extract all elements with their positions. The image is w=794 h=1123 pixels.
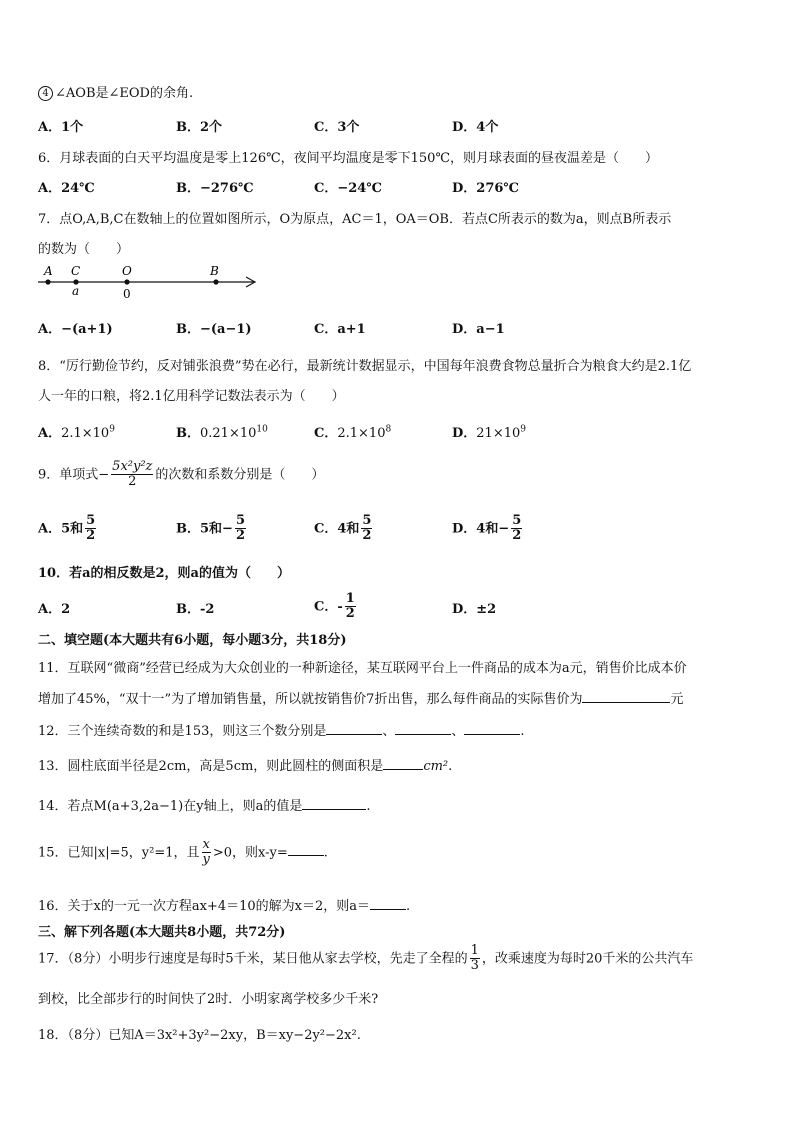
question-16: 16．关于x的一元一次方程ax+4＝10的解为x＝2，则a＝ .	[38, 899, 411, 914]
question-17-line1: 17．（8分）小明步行速度是每时5千米，某日他从家去学校，先走了全程的 $\frac{1}{3}$ ，改乘速度为每时20千米的公共汽车	[38, 943, 694, 974]
answer-blank	[288, 843, 324, 856]
option-c: C．4和 $\frac{5}{2}$	[314, 513, 372, 544]
item-4	[38, 82, 193, 101]
question-6: 6．月球表面的白天平均温度是零上126℃，夜间平均温度是零下150℃，则月球表面的昼夜温差是（ ）	[38, 151, 658, 166]
option-b: B．−(a−1)	[176, 322, 252, 337]
fraction: $\frac{\text{5x²y²z}}{2}$	[112, 459, 153, 490]
label-o-value: 0	[123, 287, 131, 301]
question-7-line1: 7．点O,A,B,C在数轴上的位置如图所示，O为原点，AC＝1，OA＝OB．若点C所表示的数为a，则点B所表示	[38, 212, 672, 227]
option-a: A．−(a+1)	[38, 322, 113, 337]
option-b: B．$0.21\times 10^{10}$	[176, 424, 268, 441]
option-b: B．2个	[176, 120, 223, 135]
label-a: A	[44, 264, 53, 278]
point-a-dot	[45, 279, 50, 284]
option-c: C．3个	[314, 120, 360, 135]
question-12: 12．三个连续奇数的和是153，则这三个数分别是 、 、 .	[38, 724, 525, 739]
item-4-text: ∠AOB是∠EOD的余角.	[55, 86, 194, 101]
option-c: C．$2.1\times 10^8$	[314, 424, 392, 441]
label-b: B	[210, 264, 219, 278]
answer-blank	[582, 690, 670, 703]
option-d: D．4和− $\frac{5}{2}$	[452, 513, 522, 544]
circled-number: 4	[38, 86, 53, 101]
answer-blank	[302, 797, 366, 810]
question-13: 13．圆柱底面半径是2cm，高是5cm，则此圆柱的侧面积是 cm².	[38, 759, 453, 774]
question-8-line2: 人一年的口粮，将2.1亿用科学记数法表示为（ ）	[38, 389, 345, 404]
option-a: A．$2.1\times 10^9$	[38, 424, 115, 441]
answer-blank	[370, 897, 406, 910]
label-o: O	[122, 264, 132, 278]
question-9: 9．单项式− $\frac{\text{5x²y²z}}{2}$ 的次数和系数分别是（ ）	[38, 459, 325, 490]
number-line-figure	[34, 262, 264, 302]
question-17-line2: 到校，比全部步行的时间快了2时．小明家离学校多少千米?	[38, 992, 379, 1007]
section-3-heading: 三、解下列各题(本大题共8小题，共72分)	[38, 925, 286, 940]
option-b: B．5和− $\frac{5}{2}$	[176, 513, 245, 544]
option-a: A．1个	[38, 120, 84, 135]
label-c-value: a	[72, 284, 80, 298]
question-11-line1: 11．互联网“微商”经营已经成为大众创业的一种新途径，某互联网平台上一件商品的成本为a元，销售价比成本价	[38, 661, 687, 676]
point-o-dot	[124, 279, 129, 284]
question-10: 10．若a的相反数是2，则a的值为（ ）	[38, 566, 290, 581]
fraction: $\frac{1}{3}$	[470, 943, 479, 974]
option-d: D．±2	[452, 602, 497, 617]
option-d: D．276℃	[452, 181, 519, 196]
fraction: $\frac{x}{y}$	[202, 837, 210, 868]
option-d: D．4个	[452, 120, 499, 135]
option-a: A．24℃	[38, 181, 95, 196]
option-a: A．2	[38, 602, 71, 617]
option-d: D．$21\times 10^9$	[452, 424, 526, 441]
option-d: D．a−1	[452, 322, 505, 337]
question-14: 14．若点M(a+3,2a−1)在y轴上，则a的值是 .	[38, 799, 371, 814]
label-c: C	[71, 264, 81, 278]
question-18: 18．（8分）已知A＝3x²+3y²−2xy，B＝xy−2y²−2x².	[38, 1028, 361, 1043]
option-c: C．- $\frac{1}{2}$	[314, 591, 355, 622]
point-b-dot	[213, 279, 218, 284]
option-b: B．−276℃	[176, 181, 254, 196]
question-7-line2: 的数为（ ）	[38, 242, 130, 257]
question-15: 15．已知|x|=5，y²=1，且 $\frac{x}{y}$ >0，则x-y= .	[38, 837, 328, 868]
option-c: C．−24℃	[314, 181, 382, 196]
question-11-line2: 增加了45%，“双十一”为了增加销售量，所以就按销售价7折出售，那么每件商品的实际售价为 元	[38, 692, 684, 707]
option-c: C．a+1	[314, 322, 366, 337]
section-2-heading: 二、填空题(本大题共有6小题，每小题3分，共18分)	[38, 633, 347, 648]
answer-blank-1	[326, 722, 382, 735]
answer-blank-2	[395, 722, 451, 735]
option-a: A．5和 $\frac{5}{2}$	[38, 513, 96, 544]
answer-blank	[383, 757, 423, 770]
question-8-line1: 8．“厉行勤俭节约，反对铺张浪费”势在必行，最新统计数据显示，中国每年浪费食物总量折合为粮食大约是2.1亿	[38, 359, 692, 374]
option-b: B．-2	[176, 602, 215, 617]
answer-blank-3	[464, 722, 520, 735]
